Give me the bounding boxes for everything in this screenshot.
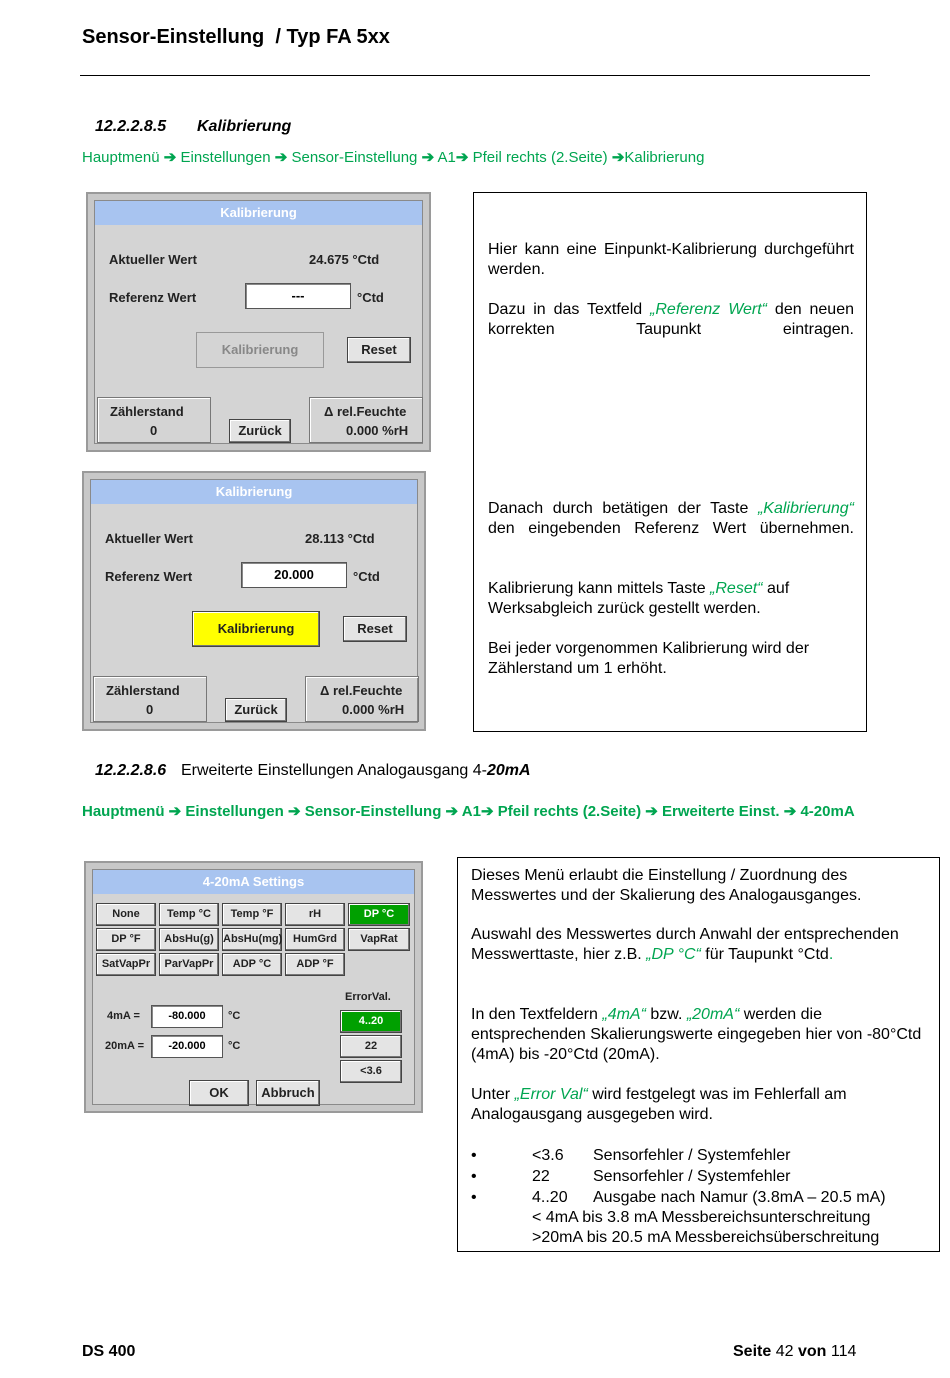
zurueck-button[interactable]: Zurück (229, 419, 291, 443)
rel-feuchte-panel (305, 676, 419, 722)
settings-4-20ma-screen (84, 861, 423, 1113)
kalibrierung-info-box (473, 192, 867, 732)
screen-title: Kalibrierung (91, 480, 417, 504)
ma20-input[interactable]: -20.000 (151, 1035, 223, 1058)
rel-feuchte-label: Δ rel.Feuchte (324, 404, 407, 419)
option-rh-button[interactable]: rH (285, 903, 345, 926)
nav-item: Einstellungen (180, 149, 271, 166)
aktueller-wert-label: Aktueller Wert (109, 252, 197, 267)
emphasis-kalibrierung: „Kalibrierung“ (757, 500, 854, 517)
nav-item: Einstellungen (185, 803, 284, 820)
aktueller-wert-label: Aktueller Wert (105, 531, 193, 546)
zurueck-button[interactable]: Zurück (225, 698, 287, 722)
option-dp-f-button[interactable]: DP °F (96, 928, 156, 951)
emphasis-4ma: „4mA“ (602, 1006, 646, 1023)
ma4-label: 4mA = (107, 1010, 140, 1022)
section-number: 12.2.2.8.5 (95, 118, 167, 135)
option-parvappr-button[interactable]: ParVapPr (159, 953, 219, 976)
kalibrierung-screen-1 (86, 192, 431, 452)
reset-button[interactable]: Reset (343, 616, 407, 642)
option-vaprat-button[interactable]: VapRat (348, 928, 410, 951)
arrow-right-icon: ➔ (455, 149, 469, 166)
ok-button[interactable]: OK (189, 1080, 249, 1106)
section-title-emphasis: 20mA (486, 762, 531, 779)
bullet-dot-icon: • (471, 1168, 477, 1185)
referenz-wert-input[interactable]: --- (245, 283, 351, 309)
footer-page-number: Seite 42 von 114 (733, 1343, 857, 1360)
info-paragraph: In den Textfeldern „4mA“ bzw. „20mA“ werden die entsprechenden Skalierungswerte eingegeben hier von -80°Ctd (4mA) bis -20°Ctd (20mA). (471, 1006, 922, 1063)
nav-item: Hauptmenü (82, 803, 165, 820)
rel-feuchte-panel (309, 397, 423, 443)
option-dp-c-button[interactable]: DP °C (348, 903, 410, 926)
section-heading-analogausgang (95, 762, 531, 780)
option-temp-f-button[interactable]: Temp °F (222, 903, 282, 926)
bullet-continuation: >20mA bis 20.5 mA Messbereichsüberschreitung (532, 1229, 880, 1246)
info-paragraph: Hier kann eine Einpunkt-Kalibrierung durchgeführt werden. (488, 241, 854, 278)
zaehlerstand-label: Zählerstand (110, 404, 184, 419)
emphasis-dp-c: „DP °C“ (646, 946, 701, 963)
aktueller-wert-value: 24.675 °Ctd (309, 252, 380, 267)
error-val-4-20-button[interactable]: 4..20 (340, 1010, 402, 1033)
option-abshu-mg-button[interactable]: AbsHu(mg) (222, 928, 282, 951)
option-adp-c-button[interactable]: ADP °C (222, 953, 282, 976)
bullet-dot-icon: • (471, 1147, 477, 1164)
error-val-22-button[interactable]: 22 (340, 1035, 402, 1058)
header-divider (80, 75, 870, 76)
rel-feuchte-value: 0.000 %rH (342, 702, 405, 717)
zaehlerstand-value: 0 (150, 423, 158, 438)
arrow-right-icon: ➔ (783, 803, 797, 820)
info-paragraph: Auswahl des Messwertes durch Anwahl der entsprechenden Messwerttaste, hier z.B. „DP °C“ für Taupunkt °Ctd. (471, 926, 899, 963)
referenz-wert-input[interactable]: 20.000 (241, 562, 347, 588)
arrow-right-icon: ➔ (445, 803, 459, 820)
zaehlerstand-panel (97, 397, 211, 443)
info-paragraph: Unter „Error Val“ wird festgelegt was im Fehlerfall am Analogausgang ausgegeben wird. (471, 1086, 847, 1123)
nav-item: Pfeil rechts (2.Seite) (472, 149, 608, 166)
info-paragraph: Dieses Menü erlaubt die Einstellung / Zuordnung des Messwertes und der Skalierung des Analogausganges. (471, 867, 862, 904)
nav-item: Sensor-Einstellung (304, 803, 442, 820)
reset-button[interactable]: Reset (347, 337, 411, 363)
zaehlerstand-panel (93, 676, 207, 722)
error-val-3-6-button[interactable]: <3.6 (340, 1060, 402, 1083)
option-abshu-g-button[interactable]: AbsHu(g) (159, 928, 219, 951)
emphasis-reset: „Reset“ (710, 580, 763, 597)
nav-item: Hauptmenü (82, 149, 160, 166)
bullet-continuation: < 4mA bis 3.8 mA Messbereichsunterschreitung (532, 1209, 871, 1226)
arrow-right-icon: ➔ (274, 149, 288, 166)
unit-label: °C (228, 1010, 241, 1022)
section-number: 12.2.2.8.6 (95, 762, 167, 779)
info-paragraph: Bei jeder vorgenommen Kalibrierung wird der Zählerstand um 1 erhöht. (488, 640, 810, 677)
bullet-code: <3.6 (532, 1147, 564, 1164)
info-paragraph: Dazu in das Textfeld „Referenz Wert“ den neuen korrekten Taupunkt eintragen. (488, 301, 854, 338)
nav-item: 4-20mA (800, 803, 855, 820)
arrow-right-icon: ➔ (287, 803, 301, 820)
unit-label: °Ctd (357, 290, 384, 305)
footer-doc-id: DS 400 (82, 1343, 136, 1360)
rel-feuchte-value: 0.000 %rH (346, 423, 409, 438)
unit-label: °Ctd (353, 569, 380, 584)
option-none-button[interactable]: None (96, 903, 156, 926)
nav-item: A1 (437, 149, 456, 166)
arrow-right-icon: ➔ (480, 803, 494, 820)
option-satvappr-button[interactable]: SatVapPr (96, 953, 156, 976)
emphasis-referenz-wert: „Referenz Wert“ (650, 301, 768, 318)
kalibrierung-button[interactable]: Kalibrierung (196, 332, 324, 368)
abbruch-button[interactable]: Abbruch (256, 1080, 320, 1106)
bullet-text: Sensorfehler / Systemfehler (593, 1168, 791, 1185)
nav-item: A1 (461, 803, 481, 820)
bullet-code: 4..20 (532, 1189, 568, 1206)
section-heading-kalibrierung (95, 118, 291, 136)
screen-title: Kalibrierung (95, 201, 422, 225)
arrow-right-icon: ➔ (645, 803, 658, 820)
arrow-right-icon: ➔ (421, 149, 435, 166)
unit-label: °C (228, 1040, 241, 1052)
kalibrierung-screen-2 (82, 471, 426, 731)
option-temp-c-button[interactable]: Temp °C (159, 903, 219, 926)
nav-item: Pfeil rechts (2.Seite) (497, 803, 642, 820)
referenz-wert-label: Referenz Wert (105, 569, 193, 584)
zaehlerstand-label: Zählerstand (106, 683, 180, 698)
info-paragraph: Kalibrierung kann mittels Taste „Reset“ auf Werksabgleich zurück gestellt werden. (488, 580, 790, 617)
section-title: Kalibrierung (197, 118, 292, 135)
ma4-input[interactable]: -80.000 (151, 1005, 223, 1028)
kalibrierung-button[interactable]: Kalibrierung (192, 611, 320, 647)
error-val-label: ErrorVal. (345, 991, 391, 1003)
arrow-right-icon: ➔ (611, 149, 625, 166)
analogausgang-info-box (457, 857, 940, 1252)
emphasis-error-val: „Error Val“ (514, 1086, 588, 1103)
nav-item: Erweiterte Einst. (662, 803, 780, 820)
nav-path-kalibrierung (82, 148, 704, 166)
option-humgrd-button[interactable]: HumGrd (285, 928, 345, 951)
arrow-right-icon: ➔ (163, 149, 177, 166)
bullet-code: 22 (532, 1168, 550, 1185)
ma20-label: 20mA = (105, 1040, 145, 1052)
rel-feuchte-label: Δ rel.Feuchte (320, 683, 403, 698)
nav-item: Kalibrierung (624, 149, 705, 166)
zaehlerstand-value: 0 (146, 702, 154, 717)
info-paragraph: Danach durch betätigen der Taste „Kalibrierung“ den eingebenden Referenz Wert übernehmen. (488, 500, 854, 537)
aktueller-wert-value: 28.113 °Ctd (305, 531, 375, 546)
bullet-text: Sensorfehler / Systemfehler (593, 1147, 791, 1164)
bullet-dot-icon: • (471, 1189, 477, 1206)
section-title: Erweiterte Einstellungen Analogausgang 4- (181, 762, 487, 779)
nav-path-analogausgang (82, 802, 882, 821)
screen-title: 4-20mA Settings (93, 870, 414, 894)
arrow-right-icon: ➔ (168, 803, 182, 820)
bullet-text: Ausgabe nach Namur (3.8mA – 20.5 mA) (593, 1189, 886, 1206)
option-adp-f-button[interactable]: ADP °F (285, 953, 345, 976)
referenz-wert-label: Referenz Wert (109, 290, 197, 305)
emphasis-20ma: „20mA“ (686, 1006, 740, 1023)
nav-item: Sensor-Einstellung (291, 149, 418, 166)
page-title: Sensor-Einstellung / Typ FA 5xx (82, 26, 390, 48)
